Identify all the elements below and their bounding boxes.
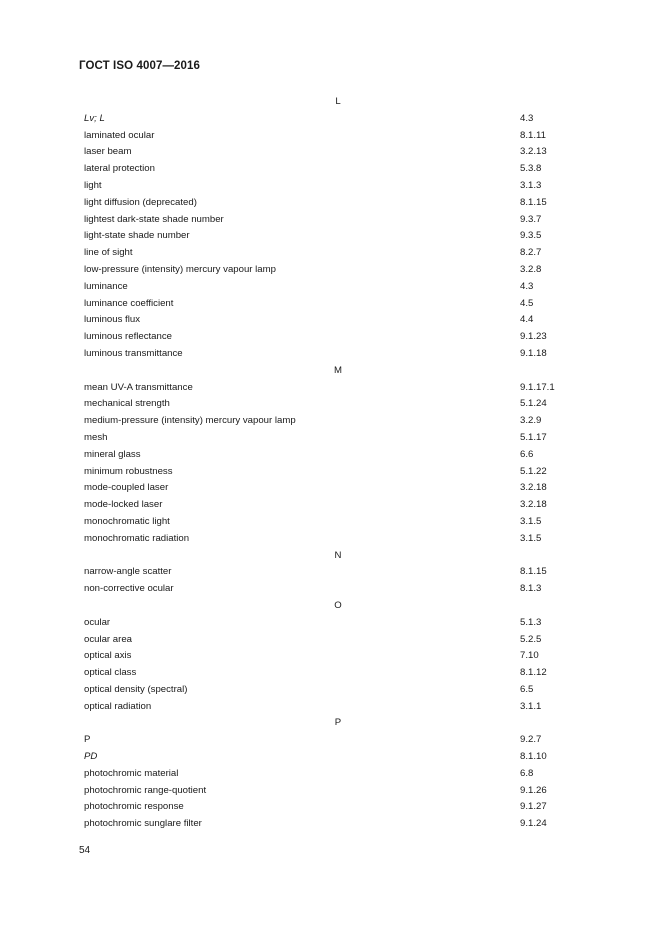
- index-entry: [79, 816, 571, 833]
- index-term: luminance: [84, 280, 128, 292]
- index-entry: [79, 178, 571, 195]
- index-reference: 3.2.8: [520, 263, 542, 275]
- index-entry: [79, 447, 571, 464]
- index-entry: [79, 228, 571, 245]
- index-entry: [79, 699, 571, 716]
- index-term: photochromic sunglare filter: [84, 818, 202, 830]
- section-letter: L: [335, 96, 341, 107]
- section-letter: M: [334, 364, 342, 376]
- index-entry: [79, 514, 571, 531]
- index-term: mesh: [84, 431, 108, 443]
- index-entry: [79, 749, 571, 766]
- section-letter: O: [334, 599, 342, 611]
- index-reference: 9.1.24: [520, 818, 547, 830]
- index-entry: [79, 732, 571, 749]
- index-term: light diffusion (deprecated): [84, 196, 197, 208]
- index-term: ocular: [84, 616, 111, 628]
- index-reference: 3.2.18: [520, 482, 547, 494]
- index-reference: 6.6: [520, 448, 534, 460]
- index-entry: [79, 497, 571, 514]
- index-entry: [79, 531, 571, 548]
- index-term: optical class: [84, 667, 137, 679]
- index-reference: 3.2.13: [520, 146, 547, 158]
- index-reference: 5.1.3: [520, 616, 542, 628]
- index-reference: 9.3.7: [520, 213, 542, 225]
- index-term: mechanical strength: [84, 398, 170, 410]
- index-reference: 3.1.5: [520, 515, 542, 527]
- index-reference: 4.5: [520, 297, 534, 309]
- index-term: non-corrective ocular: [84, 583, 174, 595]
- index-reference: 9.2.7: [520, 734, 542, 746]
- index-entry: [79, 312, 571, 329]
- index-term: monochromatic light: [84, 515, 170, 527]
- index-term: mode-locked laser: [84, 499, 163, 511]
- index-entry: [79, 195, 571, 212]
- index-term: P: [84, 734, 91, 746]
- index-reference: 6.5: [520, 683, 534, 695]
- index-term: photochromic response: [84, 801, 184, 813]
- index-reference: 9.1.26: [520, 784, 547, 796]
- index-term: luminous transmittance: [84, 347, 183, 359]
- index-term: mean UV-A transmittance: [84, 381, 193, 393]
- index-reference: 8.1.10: [520, 751, 547, 763]
- index-term: lateral protection: [84, 163, 155, 175]
- index-term: optical density (spectral): [84, 683, 188, 695]
- index-reference: 8.2.7: [520, 247, 542, 259]
- index-reference: 9.3.5: [520, 230, 542, 242]
- index-entry: [79, 665, 571, 682]
- index-entry: [79, 564, 571, 581]
- section-letter: N: [334, 549, 342, 561]
- index-reference: 3.1.1: [520, 700, 542, 712]
- index-reference: 8.1.15: [520, 196, 547, 208]
- index-reference: 9.1.18: [520, 347, 547, 359]
- index-entry: [79, 615, 571, 632]
- index-entry: [79, 346, 571, 363]
- index-term: minimum robustness: [84, 465, 173, 477]
- index-reference: 5.1.24: [520, 398, 547, 410]
- index-term: luminous flux: [84, 314, 140, 326]
- index-entry: [79, 128, 571, 145]
- index-term: photochromic range-quotient: [84, 784, 207, 796]
- index-entry: [79, 279, 571, 296]
- index-reference: 8.1.12: [520, 667, 547, 679]
- index-reference: 6.8: [520, 767, 534, 779]
- index-reference: 4.3: [520, 112, 534, 124]
- index-entry: [79, 396, 571, 413]
- index-reference: 9.1.17.1: [520, 381, 555, 393]
- index-term: laminated ocular: [84, 129, 155, 141]
- index-entry: [79, 161, 571, 178]
- index-term: low-pressure (intensity) mercury vapour lamp: [84, 263, 276, 275]
- index-entry: [79, 262, 571, 279]
- index-reference: 3.2.9: [520, 415, 542, 427]
- index-reference: 3.1.5: [520, 532, 542, 544]
- index-reference: 4.3: [520, 280, 534, 292]
- index-entry: [79, 245, 571, 262]
- index-reference: 5.3.8: [520, 163, 542, 175]
- index-term: light: [84, 179, 102, 191]
- index-term: mode-coupled laser: [84, 482, 169, 494]
- index-entry: [79, 212, 571, 229]
- index-entry: [79, 464, 571, 481]
- section-letter: P: [334, 717, 342, 729]
- index-term: monochromatic radiation: [84, 532, 190, 544]
- index-entry: [79, 480, 571, 497]
- index-reference: 5.1.17: [520, 431, 547, 443]
- index-reference: 9.1.23: [520, 331, 547, 343]
- index-reference: 9.1.27: [520, 801, 547, 813]
- index-term: narrow-angle scatter: [84, 566, 172, 578]
- index-term: laser beam: [84, 146, 132, 158]
- index-reference: 8.1.11: [520, 129, 546, 141]
- term-index: [79, 94, 571, 833]
- index-entry: [79, 766, 571, 783]
- index-reference: 3.2.18: [520, 499, 547, 511]
- index-entry: [79, 632, 571, 649]
- index-entry: [79, 430, 571, 447]
- index-term: optical axis: [84, 650, 132, 662]
- index-term: Lv; L: [84, 112, 105, 124]
- index-reference: 7.10: [520, 650, 539, 662]
- index-entry: [79, 380, 571, 397]
- index-entry: [79, 329, 571, 346]
- index-reference: 3.1.3: [520, 179, 542, 191]
- index-term: mineral glass: [84, 448, 141, 460]
- index-term: luminance coefficient: [84, 297, 174, 309]
- index-entry: [79, 111, 571, 128]
- index-reference: 8.1.15: [520, 566, 547, 578]
- page-number: 54: [79, 845, 91, 856]
- index-entry: [79, 581, 571, 598]
- index-reference: 5.2.5: [520, 633, 542, 645]
- index-reference: 4.4: [520, 314, 534, 326]
- index-term: photochromic material: [84, 767, 179, 779]
- index-term: PD: [84, 751, 98, 763]
- index-term: luminous reflectance: [84, 331, 172, 343]
- index-entry: [79, 799, 571, 816]
- index-entry: [79, 296, 571, 313]
- index-term: ocular area: [84, 633, 132, 645]
- index-reference: 8.1.3: [520, 583, 542, 595]
- index-reference: 5.1.22: [520, 465, 547, 477]
- index-entry: [79, 144, 571, 161]
- document-header: ГОСТ ISO 4007—2016: [79, 60, 201, 72]
- index-term: medium-pressure (intensity) mercury vapour lamp: [84, 415, 296, 427]
- index-entry: [79, 682, 571, 699]
- index-term: line of sight: [84, 247, 133, 259]
- index-entry: [79, 648, 571, 665]
- index-term: light-state shade number: [84, 230, 190, 242]
- index-term: optical radiation: [84, 700, 152, 712]
- index-entry: [79, 413, 571, 430]
- index-entry: [79, 783, 571, 800]
- index-term: lightest dark-state shade number: [84, 213, 224, 225]
